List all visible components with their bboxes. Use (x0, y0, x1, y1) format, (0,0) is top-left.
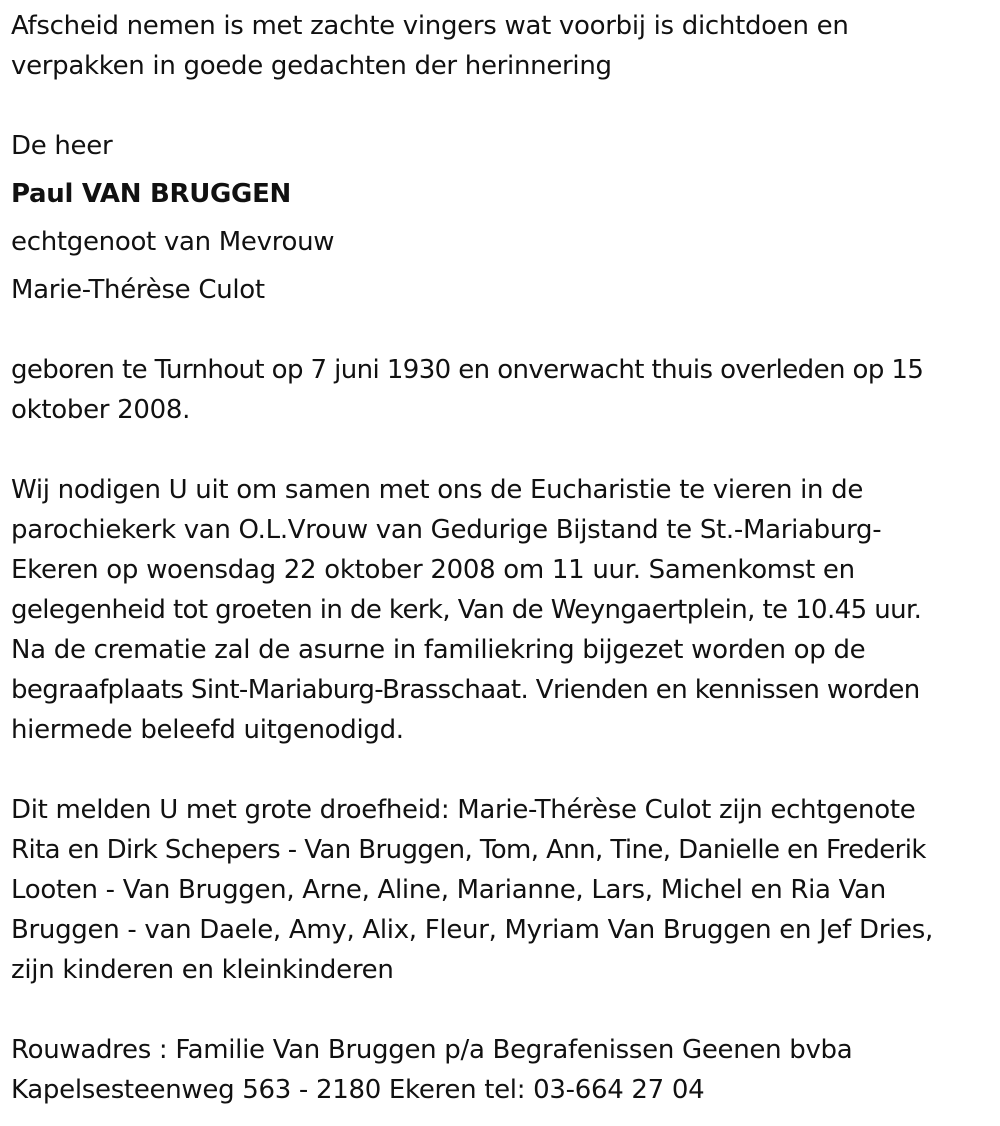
birth-death-line: oktober 2008. (11, 395, 191, 425)
ceremony-line: Wij nodigen U uit om samen met ons de Eucharistie te vieren in de (11, 475, 864, 505)
deceased-info (11, 126, 997, 310)
spacer (11, 750, 997, 790)
spacer (11, 86, 997, 126)
obituary-notice (11, 6, 997, 1110)
deceased-name: Paul VAN BRUGGEN (11, 179, 292, 209)
spouse-name: Marie-Thérèse Culot (11, 275, 265, 305)
ceremony-line: parochiekerk van O.L.Vrouw van Gedurige Bijstand te St.-Mariaburg- (11, 515, 882, 545)
ceremony-line: Ekeren op woensdag 22 oktober 2008 om 11 uur. Samenkomst en (11, 555, 855, 585)
ceremony-line: gelegenheid tot groeten in de kerk, Van de Weyngaertplein, te 10.45 uur. (11, 595, 922, 625)
family-line: zijn kinderen en kleinkinderen (11, 955, 394, 985)
family-line: Dit melden U met grote droefheid: Marie-Thérèse Culot zijn echtgenote (11, 795, 916, 825)
quote-line: verpakken in goede gedachten der herinnering (11, 51, 612, 81)
address-line: Kapelsesteenweg 563 - 2180 Ekeren tel: 03-664 27 04 (11, 1075, 705, 1105)
opening-quote (11, 6, 997, 86)
address-line: Rouwadres : Familie Van Bruggen p/a Begrafenissen Geenen bvba (11, 1035, 853, 1065)
ceremony-paragraph (11, 470, 997, 750)
birth-death-line: geboren te Turnhout op 7 juni 1930 en onverwacht thuis overleden op 15 (11, 355, 924, 385)
ceremony-line: begraafplaats Sint-Mariaburg-Brasschaat. Vrienden en kennissen worden (11, 675, 920, 705)
family-line: Bruggen - van Daele, Amy, Alix, Fleur, Myriam Van Bruggen en Jef Dries, (11, 915, 933, 945)
spacer (11, 310, 997, 350)
honorific: De heer (11, 131, 113, 161)
birth-death-paragraph (11, 350, 997, 430)
ceremony-line: Na de crematie zal de asurne in familiekring bijgezet worden op de (11, 635, 866, 665)
spacer (11, 430, 997, 470)
mourning-address (11, 1030, 997, 1110)
spouse-relation: echtgenoot van Mevrouw (11, 227, 335, 257)
ceremony-line: hiermede beleefd uitgenodigd. (11, 715, 404, 745)
spacer (11, 990, 997, 1030)
family-paragraph (11, 790, 997, 990)
family-line: Looten - Van Bruggen, Arne, Aline, Marianne, Lars, Michel en Ria Van (11, 875, 886, 905)
family-line: Rita en Dirk Schepers - Van Bruggen, Tom, Ann, Tine, Danielle en Frederik (11, 835, 926, 865)
quote-line: Afscheid nemen is met zachte vingers wat voorbij is dichtdoen en (11, 11, 849, 41)
